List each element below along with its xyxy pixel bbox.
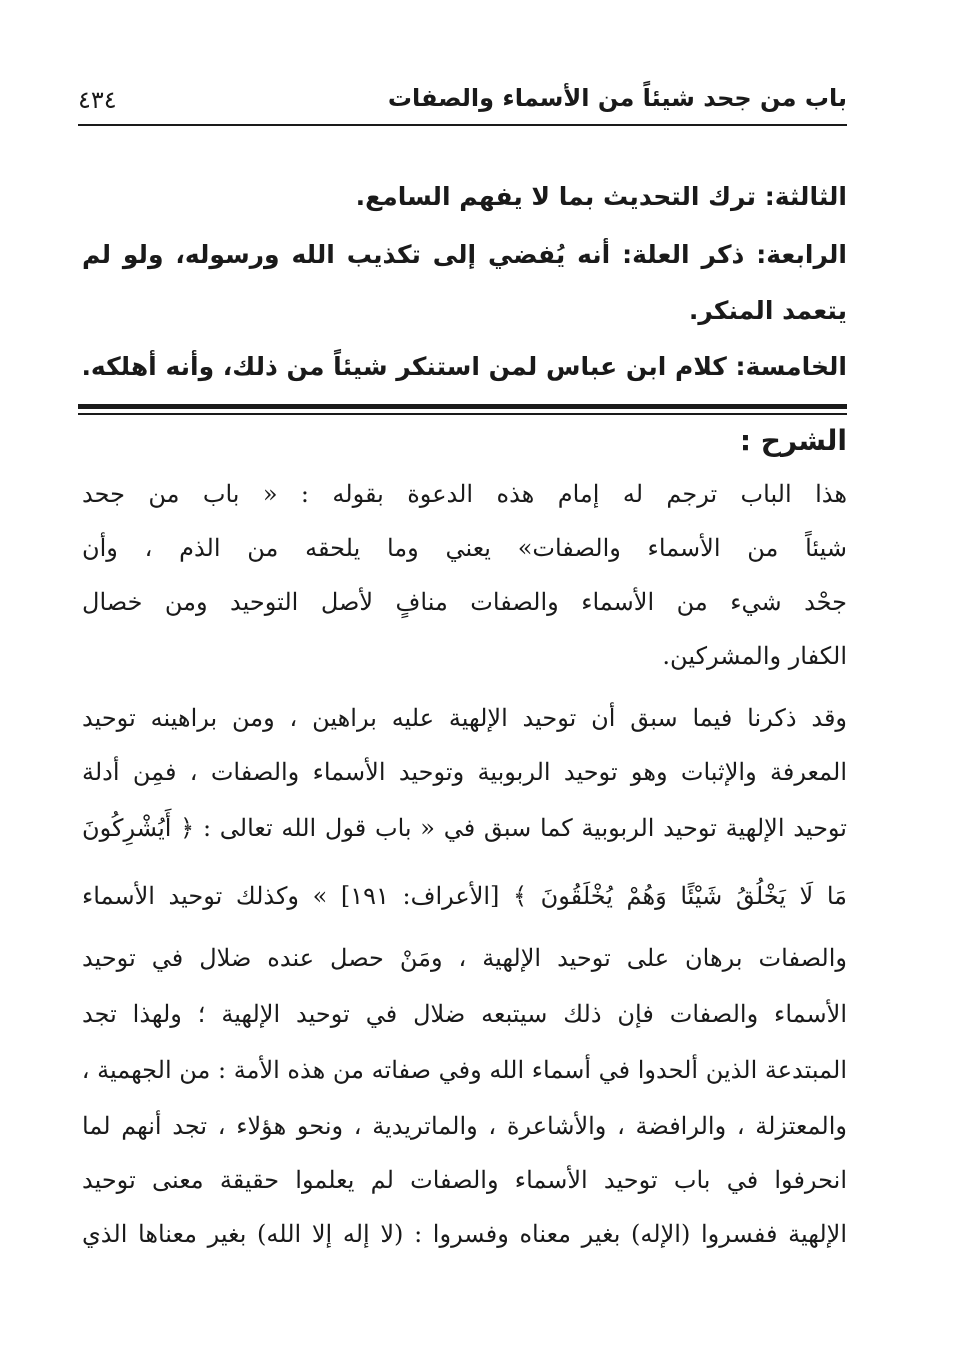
paragraph-line: شيئاً من الأسماء والصفات» يعني وما يلحقه من الذم ، وأن bbox=[82, 534, 847, 562]
issue-line: الخامسة: كلام ابن عباس لمن استنكر شيئاً من ذلك، وأنه أهلكه. bbox=[81, 352, 847, 381]
paragraph-line: جحْد شيء من الأسماء والصفات منافٍ لأصل التوحيد ومن خصال bbox=[82, 588, 847, 616]
issue-line: الثالثة: ترك التحديث بما لا يفهم السامع. bbox=[355, 182, 847, 211]
paragraph-line: الكفار والمشركين. bbox=[662, 642, 847, 670]
issue-line: الرابعة: ذكر العلة: أنه يُفضي إلى تكذيب الله ورسوله، ولو لم bbox=[82, 240, 847, 269]
paragraph-line: مَا لَا يَخْلُقُ شَيْئًا وَهُمْ يُخْلَقُونَ ﴾ [الأعراف: ١٩١] » وكذلك توحيد الأسماء bbox=[82, 882, 848, 910]
chapter-title: باب من جحد شيئاً من الأسماء والصفات bbox=[387, 84, 847, 112]
header-divider bbox=[78, 124, 847, 126]
paragraph-line: هذا الباب ترجم له إمام هذه الدعوة بقوله : « باب من جحد bbox=[82, 480, 847, 508]
paragraph-line: وقد ذكرنا فيما سبق أن توحيد الإلهية عليه براهين ، ومن براهينه توحيد bbox=[82, 704, 847, 732]
paragraph-line: المبتدعة الذين ألحدوا في أسماء الله وفي صفاته من هذه الأمة : من الجهمية ، bbox=[81, 1056, 847, 1084]
issue-line: يتعمد المنكر. bbox=[688, 296, 847, 325]
paragraph-line: المعرفة والإثبات وهو توحيد الربوبية وتوحيد الأسماء والصفات ، فمِن أدلة bbox=[82, 758, 847, 786]
page-number: ٤٣٤ bbox=[78, 86, 117, 114]
paragraph-line: انحرفوا في باب توحيد الأسماء والصفات لم يعلموا حقيقة معنى توحيد bbox=[82, 1166, 847, 1194]
paragraph-line: والمعتزلة ، والرافضة ، والأشاعرة ، والماتريدية ، ونحو هؤلاء ، تجد أنهم لما bbox=[82, 1112, 847, 1140]
paragraph-line: الإلهية ففسروا (الإله) بغير معناه وفسروا : (لا إله إلا الله) بغير معناها الذي bbox=[82, 1220, 847, 1248]
paragraph-line: والصفات برهان على توحيد الإلهية ، ومَنْ حصل عنده ضلال في توحيد bbox=[82, 944, 847, 972]
page-header bbox=[78, 82, 847, 122]
paragraph-line: توحيد الإلهية توحيد الربوبية كما سبق في « باب قول الله تعالى : ﴿ أَيُشْرِكُونَ bbox=[82, 814, 847, 842]
section-divider-thick bbox=[78, 404, 847, 409]
section-divider-thin bbox=[78, 413, 847, 415]
explanation-heading: الشرح : bbox=[739, 424, 847, 457]
paragraph-line: الأسماء والصفات فإن ذلك سيتبعه ضلال في توحيد الإلهية ؛ ولهذا تجد bbox=[82, 1000, 847, 1028]
